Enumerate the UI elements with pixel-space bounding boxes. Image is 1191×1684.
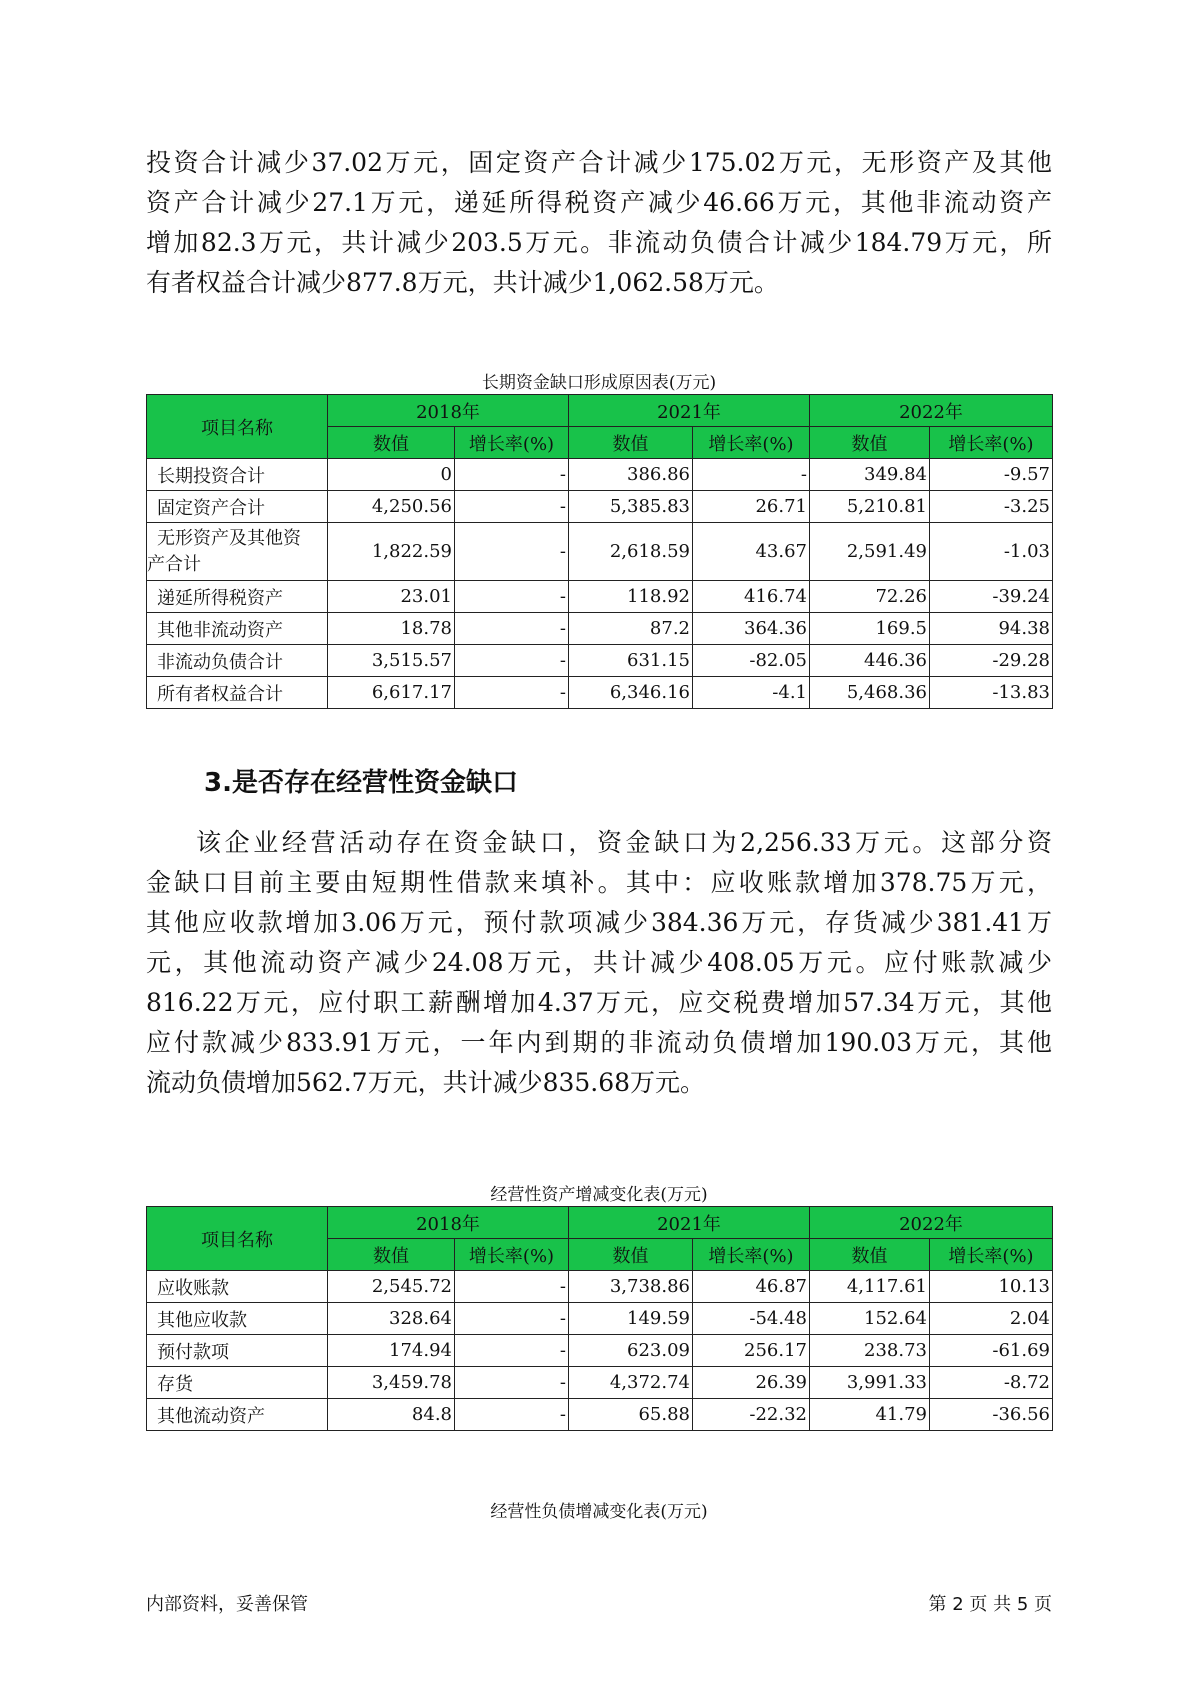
growth-rate-cell: -82.05 (693, 645, 810, 677)
header-year: 2022年 (810, 395, 1053, 427)
growth-rate-cell: - (455, 1367, 569, 1399)
header-year: 2021年 (569, 1207, 810, 1239)
value-cell: 5,468.36 (810, 677, 930, 709)
header-value: 数值 (810, 1239, 930, 1271)
value-cell: 238.73 (810, 1335, 930, 1367)
row-name: 其他非流动资产 (147, 613, 328, 645)
value-cell: 18.78 (328, 613, 455, 645)
value-cell: 3,515.57 (328, 645, 455, 677)
growth-rate-cell: - (455, 459, 569, 491)
growth-rate-cell: 256.17 (693, 1335, 810, 1367)
paragraph-line: 其他应收款增加3.06万元，预付款项减少384.36万元，存货减少381.41万 (146, 908, 1052, 937)
value-cell: 2,545.72 (328, 1271, 455, 1303)
section-heading: 3.是否存在经营性资金缺口 (204, 768, 518, 798)
growth-rate-cell: -3.25 (930, 491, 1053, 523)
row-name: 应收账款 (147, 1271, 328, 1303)
paragraph-line: 金缺口目前主要由短期性借款来填补。其中：应收账款增加378.75万元， (146, 868, 1052, 897)
growth-rate-cell: 10.13 (930, 1271, 1053, 1303)
header-growth-rate: 增长率(%) (930, 427, 1053, 459)
row-name: 固定资产合计 (147, 491, 328, 523)
growth-rate-cell: -13.83 (930, 677, 1053, 709)
header-value: 数值 (569, 1239, 693, 1271)
value-cell: 149.59 (569, 1303, 693, 1335)
table-row (147, 523, 1053, 581)
row-name: 所有者权益合计 (147, 677, 328, 709)
row-name: 长期投资合计 (147, 459, 328, 491)
paragraph-1 (146, 143, 1052, 303)
value-cell: 118.92 (569, 581, 693, 613)
row-name (147, 523, 328, 581)
table-row (147, 645, 1053, 677)
header-growth-rate: 增长率(%) (455, 1239, 569, 1271)
growth-rate-cell: 26.71 (693, 491, 810, 523)
paragraph-2 (146, 823, 1052, 1103)
value-cell: 3,991.33 (810, 1367, 930, 1399)
value-cell: 152.64 (810, 1303, 930, 1335)
growth-rate-cell: -4.1 (693, 677, 810, 709)
table-row (147, 1271, 1053, 1303)
growth-rate-cell: 416.74 (693, 581, 810, 613)
header-growth-rate: 增长率(%) (930, 1239, 1053, 1271)
value-cell: 41.79 (810, 1399, 930, 1431)
row-name: 预付款项 (147, 1335, 328, 1367)
growth-rate-cell: -61.69 (930, 1335, 1053, 1367)
value-cell: 4,117.61 (810, 1271, 930, 1303)
growth-rate-cell: 26.39 (693, 1367, 810, 1399)
header-value: 数值 (569, 427, 693, 459)
header-growth-rate: 增长率(%) (455, 427, 569, 459)
value-cell: 386.86 (569, 459, 693, 491)
value-cell: 0 (328, 459, 455, 491)
header-year: 2022年 (810, 1207, 1053, 1239)
value-cell: 5,210.81 (810, 491, 930, 523)
header-value: 数值 (328, 1239, 455, 1271)
value-cell: 3,738.86 (569, 1271, 693, 1303)
growth-rate-cell: - (455, 1399, 569, 1431)
table-row (147, 581, 1053, 613)
long-term-funding-gap-table (146, 394, 1053, 709)
row-name: 其他流动资产 (147, 1399, 328, 1431)
growth-rate-cell: - (455, 1303, 569, 1335)
table-row (147, 491, 1053, 523)
row-name: 递延所得税资产 (147, 581, 328, 613)
value-cell: 174.94 (328, 1335, 455, 1367)
growth-rate-cell: -22.32 (693, 1399, 810, 1431)
row-name: 存货 (147, 1367, 328, 1399)
growth-rate-cell: - (455, 677, 569, 709)
growth-rate-cell: -36.56 (930, 1399, 1053, 1431)
value-cell: 84.8 (328, 1399, 455, 1431)
row-name: 其他应收款 (147, 1303, 328, 1335)
growth-rate-cell: -29.28 (930, 645, 1053, 677)
table-row (147, 1367, 1053, 1399)
value-cell: 72.26 (810, 581, 930, 613)
row-name-line: 产合计 (147, 553, 201, 575)
growth-rate-cell: - (455, 491, 569, 523)
value-cell: 6,346.16 (569, 677, 693, 709)
table-2-caption: 经营性资产增减变化表(万元) (490, 1185, 708, 1205)
value-cell: 87.2 (569, 613, 693, 645)
growth-rate-cell: - (693, 459, 810, 491)
value-cell: 631.15 (569, 645, 693, 677)
paragraph-line: 有者权益合计减少877.8万元，共计减少1,062.58万元。 (146, 268, 779, 297)
header-value: 数值 (810, 427, 930, 459)
table-1-caption: 长期资金缺口形成原因表(万元) (481, 373, 717, 393)
value-cell: 23.01 (328, 581, 455, 613)
header-growth-rate: 增长率(%) (693, 427, 810, 459)
header-year: 2018年 (328, 395, 569, 427)
header-year: 2018年 (328, 1207, 569, 1239)
growth-rate-cell: - (455, 523, 569, 581)
table-row (147, 459, 1053, 491)
row-name: 非流动负债合计 (147, 645, 328, 677)
table-row (147, 1335, 1053, 1367)
value-cell: 4,250.56 (328, 491, 455, 523)
growth-rate-cell: - (455, 645, 569, 677)
paragraph-line: 投资合计减少37.02万元，固定资产合计减少175.02万元，无形资产及其他 (146, 148, 1052, 177)
growth-rate-cell: 364.36 (693, 613, 810, 645)
value-cell: 1,822.59 (328, 523, 455, 581)
footer-note: 内部资料，妥善保管 (146, 1594, 308, 1615)
paragraph-line: 应付款减少833.91万元，一年内到期的非流动负债增加190.03万元，其他 (146, 1028, 1052, 1057)
value-cell: 6,617.17 (328, 677, 455, 709)
table-3-caption: 经营性负债增减变化表(万元) (490, 1502, 708, 1522)
header-item-name: 项目名称 (147, 395, 328, 459)
value-cell: 2,591.49 (810, 523, 930, 581)
page-number: 第 2 页 共 5 页 (928, 1594, 1052, 1615)
header-growth-rate: 增长率(%) (693, 1239, 810, 1271)
paragraph-line: 该企业经营活动存在资金缺口，资金缺口为2,256.33万元。这部分资 (196, 828, 1052, 857)
table-row (147, 613, 1053, 645)
paragraph-line: 流动负债增加562.7万元，共计减少835.68万元。 (146, 1068, 706, 1097)
value-cell: 5,385.83 (569, 491, 693, 523)
value-cell: 2,618.59 (569, 523, 693, 581)
value-cell: 3,459.78 (328, 1367, 455, 1399)
growth-rate-cell: 2.04 (930, 1303, 1053, 1335)
paragraph-line: 816.22万元，应付职工薪酬增加4.37万元，应交税费增加57.34万元，其他 (146, 988, 1052, 1017)
growth-rate-cell: -9.57 (930, 459, 1053, 491)
growth-rate-cell: -1.03 (930, 523, 1053, 581)
growth-rate-cell: -54.48 (693, 1303, 810, 1335)
value-cell: 4,372.74 (569, 1367, 693, 1399)
growth-rate-cell: - (455, 1335, 569, 1367)
header-value: 数值 (328, 427, 455, 459)
table-row (147, 1399, 1053, 1431)
operating-assets-change-table (146, 1206, 1053, 1431)
growth-rate-cell: -8.72 (930, 1367, 1053, 1399)
value-cell: 446.36 (810, 645, 930, 677)
header-year: 2021年 (569, 395, 810, 427)
growth-rate-cell: 46.87 (693, 1271, 810, 1303)
growth-rate-cell: - (455, 613, 569, 645)
value-cell: 623.09 (569, 1335, 693, 1367)
growth-rate-cell: -39.24 (930, 581, 1053, 613)
growth-rate-cell: 43.67 (693, 523, 810, 581)
growth-rate-cell: 94.38 (930, 613, 1053, 645)
growth-rate-cell: - (455, 1271, 569, 1303)
value-cell: 349.84 (810, 459, 930, 491)
row-name-line: 无形资产及其他资 (157, 527, 301, 549)
table-row (147, 677, 1053, 709)
paragraph-line: 资产合计减少27.1万元，递延所得税资产减少46.66万元，其他非流动资产 (146, 188, 1052, 217)
paragraph-line: 增加82.3万元，共计减少203.5万元。非流动负债合计减少184.79万元，所 (146, 228, 1052, 257)
header-item-name: 项目名称 (147, 1207, 328, 1271)
value-cell: 65.88 (569, 1399, 693, 1431)
paragraph-line: 元，其他流动资产减少24.08万元，共计减少408.05万元。应付账款减少 (146, 948, 1052, 977)
value-cell: 328.64 (328, 1303, 455, 1335)
growth-rate-cell: - (455, 581, 569, 613)
table-row (147, 1303, 1053, 1335)
value-cell: 169.5 (810, 613, 930, 645)
